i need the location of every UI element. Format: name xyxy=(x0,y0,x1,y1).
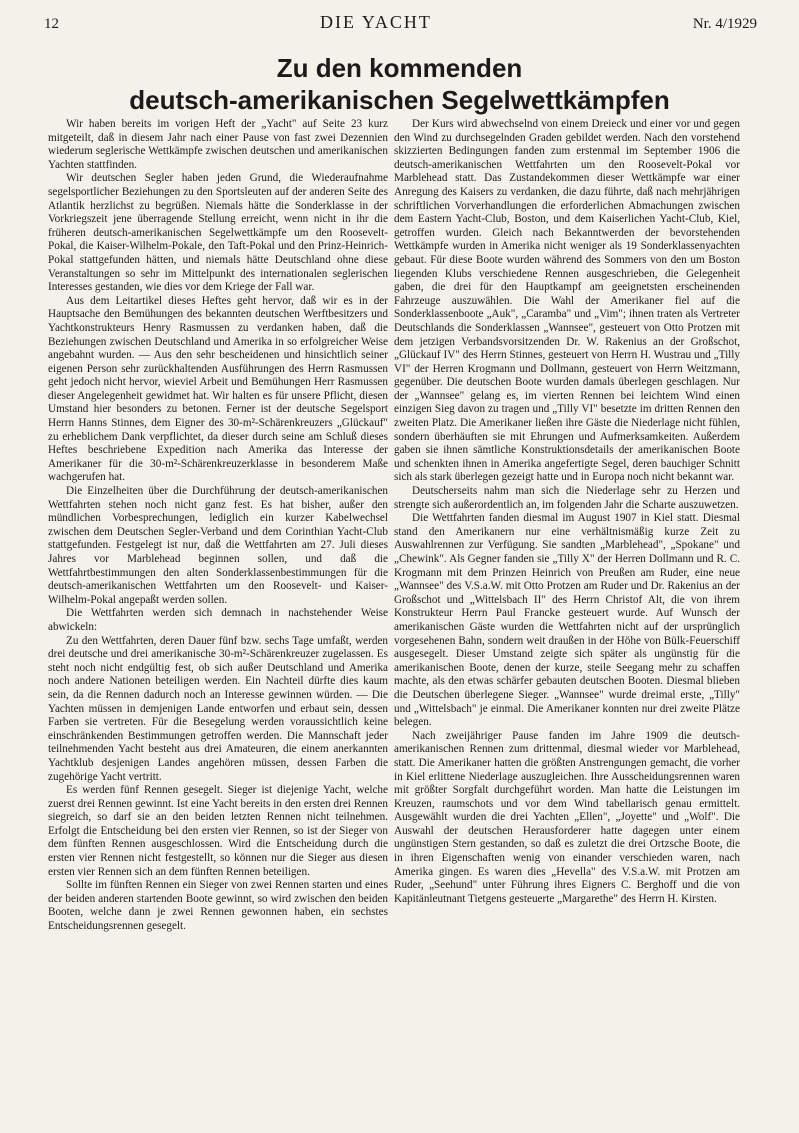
paragraph: Aus dem Leitartikel dieses Heftes geht hervor, daß wir es in der Hauptsache den Bemühungen des bekannten deutschen Werftbesitzers und Yachtkonstrukteurs Henry Rasmussen zu verdanken haben, daß die Beziehungen zwischen Deutschland und Amerika in so erfolgreicher Weise angebahnt wurden. — Aus den sehr bescheidenen und hinsichtlich seiner eigenen Person sehr zurückhaltenden Ausführungen des Herrn Rasmussen geht jedoch nicht hervor, wieviel Arbeit und Bemühungen Herr Rasmussen dieser Angelegenheit gewidmet hat. Wir halten es für unsere Pflicht, diesen Umstand hier besonders zu betonen. Ferner ist der deutsche Segelsport Herrn Hanns Stinnes, dem Eigner des 30-m²-Schärenkreuzers „Glückauf" zu erheblichem Dank verpflichtet, da dieser durch seine am Schluß dieses Heftes beschriebene Expedition nach Amerika das Interesse der Amerikaner für die 30-m²-Schärenkreuzerklasse in besonderem Maße wachgerufen hat. xyxy=(48,294,388,484)
paragraph: Zu den Wettfahrten, deren Dauer fünf bzw. sechs Tage umfaßt, werden drei deutsche und drei amerikanische 30-m²-Schärenkreuzer zugelassen. Es steht noch nicht endgültig fest, ob sich außer Deutschland und Amerika noch andere Nationen beteiligen werden. Ein Nachteil dürfte dies kaum sein, da die Rennen dadurch noch an Interesse gewinnen würden. — Die Yachten müssen in demjenigen Lande entworfen und erbaut sein, dessen Farben sie vertreten. Für die Besegelung werden voraussichtlich keine einschränkenden Bestimmungen getroffen werden. Die Mannschaft jeder teilnehmenden Yacht besteht aus drei Amateuren, die einem anerkannten Yachtklub desjenigen Landes angehören müssen, dessen Farben die zugehörige Yacht vertritt. xyxy=(48,634,388,783)
paragraph: Die Wettfahrten fanden diesmal im August 1907 in Kiel statt. Diesmal stand den Amerikanern nur eine verhältnismäßig kurze Zeit zu Auswahlrennen zur Verfügung. Sie sandten „Marblehead", „Spokane" und „Chewink". Als Gegner fanden sie „Tilly X" der Herren Dollmann und R. C. Krogmann mit dem Prinzen Heinrich von Preußen am Ruder, eine neue „Wannsee" des V.S.a.W. mit Otto Protzen am Ruder und Dr. Rakenius an der Großschot und „Wittelsbach II" des Herrn Christof Alt, die von ihrem Konstrukteur Herrn Paul Francke gesteuert wurde. Auf Wunsch der amerikanischen Gäste wurden die Wettfahrten nicht auf der ursprünglich vorgesehenen Bahn, sondern weit draußen in der Höhe von Bülk-Feuerschiff ausgesegelt. Dieser Umstand zeigte sich später als ungünstig für die amerikanischen Boote, denen der kurze, steile Seegang mehr zu schaffen machte, als den etwas schärfer gebauten deutschen Booten. Diesmal blieben die Deutschen überlegene Sieger. „Wannsee" wurde dreimal erste, „Tilly" und „Wittelsbach" je einmal. Die Amerikaner konnten nur drei zweite Plätze belegen. xyxy=(394,512,740,729)
paragraph: Die Einzelheiten über die Durchführung der deutsch-amerikanischen Wettfahrten stehen noch nicht ganz fest. Es hat bisher, außer den mündlichen Vorbesprechungen, lediglich ein kurzer Kabelwechsel zwischen dem Deutschen Segler-Verband und dem Corinthian Yacht-Club stattgefunden. Festgelegt ist nur, daß die Wettfahrten am 27. Juli dieses Jahres vor Marblehead beginnen sollen, und daß die Wettfahrtbestimmungen den alten Sonderklassenbestimmungen für die deutsch-amerikanischen Wettfahrten um den Roosevelt- und Kaiser-Wilhelm-Pokal angepaßt werden sollen. xyxy=(48,485,388,606)
left-column xyxy=(48,118,388,934)
article-title-line-1: Zu den kommenden xyxy=(276,53,523,83)
paragraph: Wir deutschen Segler haben jeden Grund, die Wiederaufnahme segelsportlicher Beziehungen zu den Sportsleuten auf der anderen Seite des Atlantik herzlichst zu begrüßen. Niemals hätte die Sonderklasse in der Vorkriegszeit jene überragende Stellung erreicht, wenn nicht in ihr die früheren deutsch-amerikanischen Segelwettkämpfe um den Roosevelt-Pokal, die Kaiser-Wilhelm-Pokale, den Taft-Pokal und den Prinz-Heinrich-Pokal stattgefunden hätten, und niemals hätte Deutschland ohne diese Veranstaltungen so sehr im Mittelpunkt des internationalen seglerischen Interesses gestanden, wie dies vor dem Kriege der Fall war. xyxy=(48,172,388,294)
paragraph: Sollte im fünften Rennen ein Sieger von zwei Rennen starten und eines der beiden anderen startenden Boote gewinnt, so wird zwischen den beiden Booten, welche dann je zwei Rennen gewonnen haben, ein sechstes Entscheidungsrennen gesegelt. xyxy=(48,879,388,933)
page-header xyxy=(44,12,757,36)
paragraph: Nach zweijähriger Pause fanden im Jahre 1909 die deutsch-amerikanischen Rennen zum drittenmal, diesmal wieder vor Marblehead, statt. Die Amerikaner hatten die größten Anstrengungen gemacht, die vorher in Kiel erlittene Niederlage auszugleichen. Ihre Ausscheidungsrennen waren mit größter Sorgfalt durchgeführt worden. Man hatte die Leistungen im Kreuzen, raumschots und vor dem Wind tabellarisch genau ermittelt. Ausgewählt wurden die drei Yachten „Ellen", „Joyette" und „Wolf". Die Auswahl der deutschen Herausforderer hatte dagegen unter einem ungünstigen Stern gestanden, so daß es zuletzt die drei Ortzsche Boote, die in ihren Eigenschaften wenig von einander verschieden waren, nach Amerika gingen. Es waren dies „Hevella" des V.S.a.W. mit Protzen am Ruder, „Seehund" unter Führung ihres Eigners C. Berghoff und die von Kapitänleutnant Tietgens gesteuerte „Margarethe" des Herrn H. Kirsten. xyxy=(394,729,740,905)
paragraph: Der Kurs wird abwechselnd von einem Dreieck und einer vor und gegen den Wind zu durchsegelnden Graden gebildet werden. Nach den vorstehend skizzierten Bedingungen fanden zum erstenmal im September 1906 die deutsch-amerikanischen Wettfahrten um den Roosevelt-Pokal vor Marblehead statt. Das Zustandekommen dieser Wettkämpfe war einer Anregung des Kaisers zu verdanken, die dazu führte, daß nach mehrjährigen schriftlichen Vorverhandlungen die erforderlichen Abmachungen zwischen dem Eastern Yacht-Club, Boston, und dem Kaiserlichen Yacht-Club, Kiel, getroffen wurden. Gleich nach Bekanntwerden der bevorstehenden Wettkämpfe wurden in Amerika nicht weniger als 19 Sonderklassenyachten gebaut. Für diese Boote wurden während des Sommers von den um Boston liegenden Klubs verschiedene Rennen ausgeschrieben, die Gelegenheit gaben, die drei für den Hauptkampf am geeignetsten erscheinenden Fahrzeuge auszuwählen. Die Wahl der Amerikaner fiel auf die Sonderklassenboote „Auk", „Caramba" und „Vim"; ihnen traten als Vertreter Deutschlands die Sonderklassen „Wannsee", gesteuert von Otto Protzen mit dem jetzigen Verbandsvorsitzenden Dr. W. Rakenius an der Großschot, „Glückauf IV" des Herrn Stinnes, gesteuert von Herrn H. Wustrau und „Tilly VI" der Herren Krogmann und Dollmann, gesteuert von Herrn Weitzmann, gegenüber. Die deutschen Boote wurden damals überlegen geschlagen. Nur der „Wannsee" gelang es, im vierten Rennen bei leichtem Wind einen einzigen Sieg davon zu tragen und „Tilly VI" besetzte im dritten Rennen den zweiten Platz. Die Amerikaner ließen ihre Gäste die Niederlage nicht fühlen, sondern überhäuften sie mit Ehrungen und Aufmerksamkeiten. Außerdem gaben sie ihnen sämtliche Konstruktionsdetails der amerikanischen Boote und schenkten ihnen in Amerika angefertigte Segel, deren bauchiger Schnitt sich als stark überlegen gezeigt hatte und in Europa noch nicht bekannt war. xyxy=(394,118,740,484)
paragraph: Deutscherseits nahm man sich die Niederlage sehr zu Herzen und strengte sich außerordentlich an, im folgenden Jahr die Scharte auszuwetzen. xyxy=(394,485,740,511)
magazine-title: DIE YACHT xyxy=(320,12,432,32)
paragraph: Es werden fünf Rennen gesegelt. Sieger ist diejenige Yacht, welche zuerst drei Rennen gewinnt. Ist eine Yacht bereits in den ersten drei Rennen siegreich, so darf sie an den beiden letzten Rennen nicht teilnehmen. Erfolgt die Entscheidung bei den ersten vier Rennen, so ist der Sieger von dem fünften Rennen ausgeschlossen. Wird die Entscheidung durch die ersten vier Rennen nicht festgestellt, so können nur die Sieger aus diesen ersten vier Rennen sich an dem fünften Rennen beteiligen. xyxy=(48,784,388,878)
paragraph: Wir haben bereits im vorigen Heft der „Yacht" auf Seite 23 kurz mitgeteilt, daß in diesem Jahr nach einer Pause von fast zwei Dezennien wiederum seglerische Wettkämpfe zwischen deutschen und amerikanischen Yachten stattfinden. xyxy=(48,118,388,171)
page-number: 12 xyxy=(44,16,59,32)
paragraph: Die Wettfahrten werden sich demnach in nachstehender Weise abwickeln: xyxy=(48,607,388,633)
article-title-line-2: deutsch-amerikanischen Segelwettkämpfen xyxy=(129,85,670,115)
right-column xyxy=(394,118,740,906)
issue-number: Nr. 4/1929 xyxy=(692,16,757,32)
article-title xyxy=(40,52,759,116)
